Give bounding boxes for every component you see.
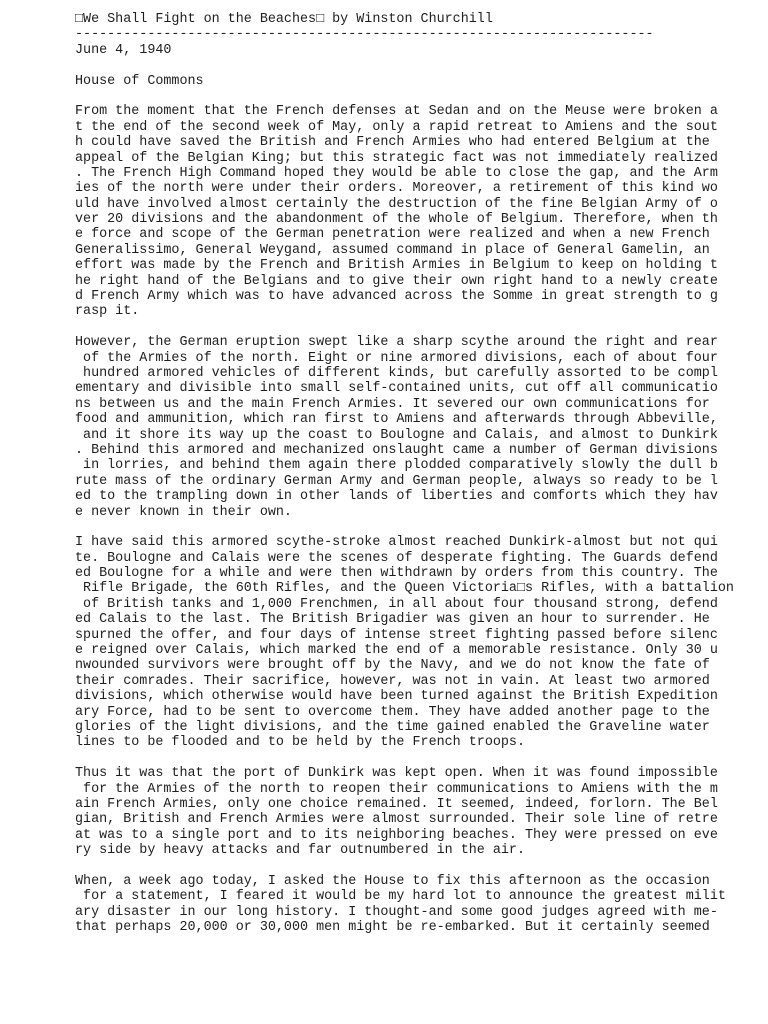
paragraph [75, 874, 755, 936]
text-line: e never known in their own. [75, 504, 292, 520]
text-line: When, a week ago today, I asked the House to fix this afternoon as the occasion [75, 873, 710, 889]
text-line: he right hand of the Belgians and to give their own right hand to a newly create [75, 273, 718, 289]
text-line: Generalissimo, General Weygand, assumed command in place of General Gamelin, an [75, 242, 710, 258]
speech-date: June 4, 1940 [75, 42, 172, 58]
speech-body [75, 104, 755, 935]
text-line: of the Armies of the north. Eight or nine armored divisions, each of about four [75, 350, 718, 366]
document-title: □We Shall Fight on the Beaches□ by Winston Churchill [75, 12, 493, 27]
text-line: hundred armored vehicles of different kinds, but carefully assorted to be compl [75, 365, 718, 381]
text-line: Rifle Brigade, the 60th Rifles, and the Queen Victoria□s Rifles, with a battalion [75, 581, 734, 597]
text-line: gian, British and French Armies were almost surrounded. Their sole line of retre [75, 812, 718, 828]
text-line: glories of the light divisions, and the time gained enabled the Graveline water [75, 719, 710, 735]
text-line: divisions, which otherwise would have been turned against the British Expedition [75, 689, 718, 705]
text-line: ver 20 divisions and the abandonment of the whole of Belgium. Therefore, when th [75, 212, 718, 228]
text-line: for a statement, I feared it would be my hard lot to announce the greatest milit [75, 889, 726, 905]
text-line: lines to be flooded and to be held by the French troops. [75, 735, 525, 751]
text-line: ns between us and the main French Armies. It severed our own communications for [75, 396, 710, 412]
text-line: for the Armies of the north to reopen their communications to Amiens with the m [75, 781, 718, 797]
text-line: . The French High Command hoped they would be able to close the gap, and the Arm [75, 165, 718, 181]
text-line: t the end of the second week of May, only a rapid retreat to Amiens and the sout [75, 119, 718, 135]
text-line: that perhaps 20,000 or 30,000 men might be re-embarked. But it certainly seemed [75, 920, 710, 936]
text-line: ary Force, had to be sent to overcome them. They have added another page to the [75, 704, 710, 720]
text-line: h could have saved the British and French Armies who had entered Belgium at the [75, 135, 710, 151]
text-line: . Behind this armored and mechanized onslaught came a number of German divisions [75, 442, 718, 458]
text-line: uld have involved almost certainly the destruction of the fine Belgian Army of o [75, 196, 718, 212]
text-line: ed Calais to the last. The British Brigadier was given an hour to surrender. He [75, 612, 710, 628]
spacer [75, 58, 755, 73]
text-line: te. Boulogne and Calais were the scenes of desperate fighting. The Guards defend [75, 550, 718, 566]
text-line: of British tanks and 1,000 Frenchmen, in all about four thousand strong, defend [75, 596, 718, 612]
text-line: Thus it was that the port of Dunkirk was kept open. When it was found impossible [75, 766, 718, 782]
text-line: nwounded survivors were brought off by the Navy, and we do not know the fate of [75, 658, 710, 674]
text-line: spurned the offer, and four days of intense street fighting passed before silenc [75, 627, 718, 643]
spacer [75, 858, 755, 873]
text-line: e reigned over Calais, which marked the end of a memorable resistance. Only 30 u [75, 643, 718, 659]
text-line: ain French Armies, only one choice remained. It seemed, indeed, forlorn. The Bel [75, 796, 718, 812]
text-line: ry side by heavy attacks and far outnumbered in the air. [75, 843, 525, 859]
spacer [75, 520, 755, 535]
text-line: ed to the trampling down in other lands of liberties and comforts which they hav [75, 489, 718, 505]
text-line: rasp it. [75, 304, 140, 320]
text-line: From the moment that the French defenses at Sedan and on the Meuse were broken a [75, 104, 718, 120]
text-line: ed Boulogne for a while and were then withdrawn by orders from this country. The [75, 566, 718, 582]
text-line: food and ammunition, which ran first to Amiens and afterwards through Abbeville, [75, 412, 718, 428]
text-line: e force and scope of the German penetration were realized and when a new French [75, 227, 710, 243]
text-line: I have said this armored scythe-stroke almost reached Dunkirk-almost but not qui [75, 535, 718, 551]
text-line: ary disaster in our long history. I thought-and some good judges agreed with me- [75, 904, 718, 920]
text-line: d French Army which was to have advanced across the Somme in great strength to g [75, 289, 718, 305]
text-line: ies of the north were under their orders. Moreover, a retirement of this kind wo [75, 181, 718, 197]
speech-venue: House of Commons [75, 73, 204, 89]
text-line: effort was made by the French and British Armies in Belgium to keep on holding t [75, 258, 718, 274]
document-text [75, 12, 755, 935]
text-line: appeal of the Belgian King; but this strategic fact was not immediately realized [75, 150, 718, 166]
title-rule: ------------------------------------------------------------------------ [75, 27, 654, 43]
spacer [75, 89, 755, 104]
text-line: However, the German eruption swept like a sharp scythe around the right and rear [75, 335, 718, 351]
text-line: their comrades. Their sacrifice, however, was not in vain. At least two armored [75, 673, 710, 689]
spacer [75, 320, 755, 335]
paragraph [75, 766, 755, 858]
paragraph [75, 104, 755, 319]
text-line: in lorries, and behind them again there plodded comparatively slowly the dull b [75, 458, 718, 474]
text-line: at was to a single port and to its neighboring beaches. They were pressed on eve [75, 827, 718, 843]
paragraph [75, 535, 755, 750]
paragraph [75, 335, 755, 520]
spacer [75, 751, 755, 766]
text-line: rute mass of the ordinary German Army and German people, always so ready to be l [75, 473, 718, 489]
text-line: and it shore its way up the coast to Boulogne and Calais, and almost to Dunkirk [75, 427, 718, 443]
text-line: ementary and divisible into small self-contained units, cut off all communicatio [75, 381, 718, 397]
